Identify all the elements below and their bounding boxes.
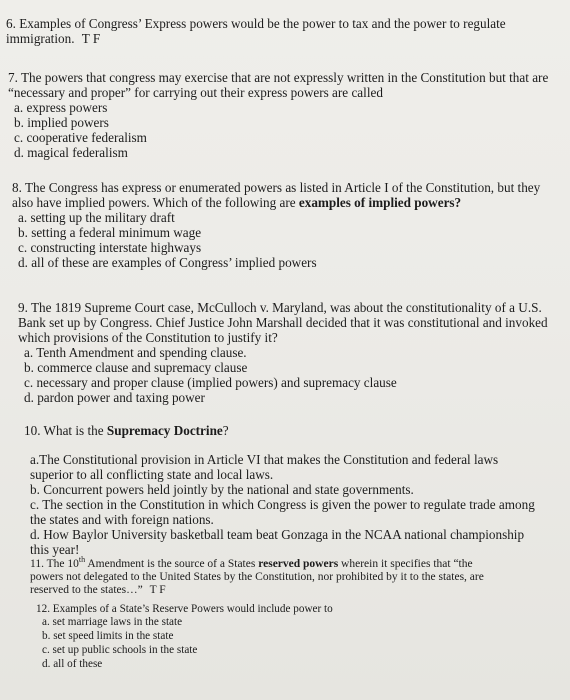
question-9-option-d: d. pardon power and taxing power <box>24 390 205 405</box>
question-9-text: 9. The 1819 Supreme Court case, McCulloch v. Maryland, was about the constitutionality of a U.S. Bank set up by Congress. Chief Justice John Marshall decided that it was constitutional and invoked which provisions of the Constitution to justify it? <box>18 300 548 345</box>
question-7 <box>8 70 556 160</box>
question-8-options <box>12 210 560 270</box>
question-12-text: 12. Examples of a State’s Reserve Powers would include power to <box>36 603 333 615</box>
question-8-text-plain: 8. The Congress has express or enumerated powers as listed in Article I of the Constitution, but they also have implied powers. Which of the following are <box>12 180 541 210</box>
question-10-option-b: b. Concurrent powers held jointly by the national and state governments. <box>30 482 414 497</box>
question-8 <box>12 180 560 270</box>
question-9-options <box>18 345 548 405</box>
question-12-option-c: c. set up public schools in the state <box>42 644 198 656</box>
question-9-option-a: a. Tenth Amendment and spending clause. <box>24 345 247 360</box>
question-11 <box>30 553 490 597</box>
question-9-option-b: b. commerce clause and supremacy clause <box>24 360 248 375</box>
question-12 <box>36 603 456 672</box>
question-8-option-b: b. setting a federal minimum wage <box>18 225 202 240</box>
question-8-text <box>12 180 560 210</box>
question-8-option-a: a. setting up the military draft <box>18 210 175 225</box>
question-8-text-bold: examples of implied powers? <box>298 195 462 210</box>
question-12-options <box>36 616 456 671</box>
question-6-true-false: T F <box>81 31 101 46</box>
question-10-option-a: a.The Constitutional provision in Article VI that makes the Constitution and federal laws superior to all conflicting state and local laws. <box>30 452 499 482</box>
question-6-text: 6. Examples of Congress’ Express powers would be the power to tax and the power to regulate immigration. <box>6 16 506 46</box>
question-10-text-end: ? <box>222 423 229 438</box>
question-10-options <box>24 452 544 557</box>
question-7-options <box>8 100 556 160</box>
question-7-option-d: d. magical federalism <box>14 145 128 160</box>
question-10-text-plain: 10. What is the <box>24 423 107 438</box>
question-11-superscript: th <box>78 555 86 564</box>
question-11-true-false: T F <box>149 583 166 596</box>
question-7-text: 7. The powers that congress may exercise that are not expressly written in the Constitution but that are “necessary and proper” for carrying out their express powers are called <box>8 70 549 100</box>
question-11-text-mid: Amendment is the source of a States <box>85 557 259 570</box>
question-10-text-bold: Supremacy Doctrine <box>106 423 223 438</box>
question-11-text-end: wherein it specifies that “the powers not delegated to the United States by the Constitution, nor prohibited by it to the states, are reserved to the states…” <box>30 557 484 596</box>
question-7-option-a: a. express powers <box>14 100 108 115</box>
question-12-option-b: b. set speed limits in the state <box>42 630 174 642</box>
question-11-text-bold: reserved powers <box>258 557 339 570</box>
question-9 <box>18 300 548 405</box>
question-10-option-c: c. The section in the Constitution in which Congress is given the power to regulate trade among the states and with foreign nations. <box>30 497 535 527</box>
question-12-option-d: d. all of these <box>42 658 103 670</box>
question-10 <box>24 423 544 557</box>
question-7-option-b: b. implied powers <box>14 115 109 130</box>
question-6 <box>6 16 551 46</box>
question-10-text <box>24 423 544 438</box>
question-7-option-c: c. cooperative federalism <box>14 130 147 145</box>
question-12-option-a: a. set marriage laws in the state <box>42 616 183 628</box>
question-9-option-c: c. necessary and proper clause (implied powers) and supremacy clause <box>24 375 397 390</box>
question-10-option-d: d. How Baylor University basketball team beat Gonzaga in the NCAA national championship this year! <box>30 527 525 557</box>
question-11-text-start: 11. The 10 <box>30 557 79 570</box>
question-8-option-c: c. constructing interstate highways <box>18 240 202 255</box>
question-8-option-d: d. all of these are examples of Congress’ implied powers <box>18 255 317 270</box>
